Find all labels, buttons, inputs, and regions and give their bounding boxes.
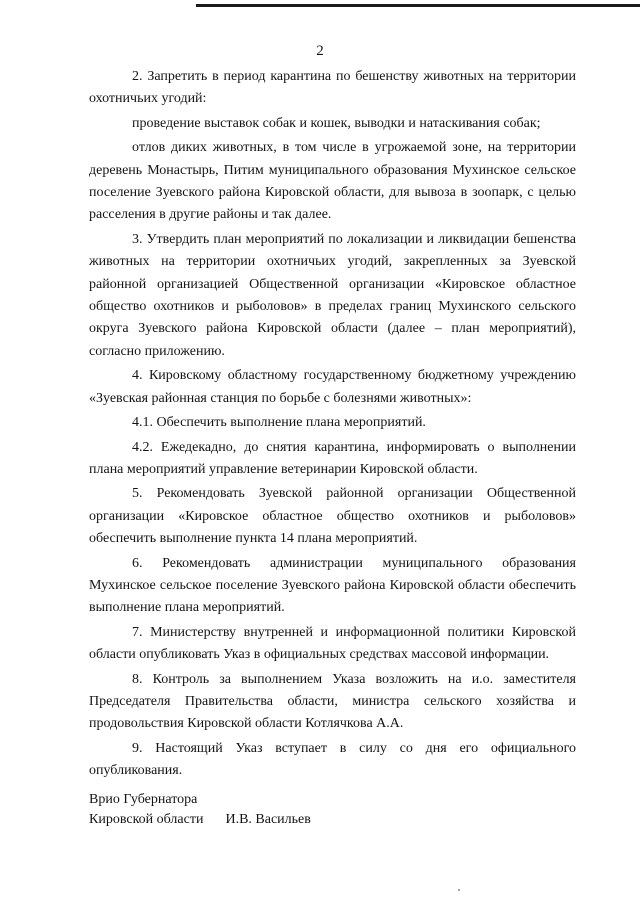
paragraph-6: 6. Рекомендовать администрации муниципального образования Мухинское сельское поселение Зуевского района Кировской области обеспечить выполнение плана мероприятий. [89, 555, 576, 616]
page-number: 2 [316, 43, 324, 59]
paragraph-9: 9. Настоящий Указ вступает в силу со дня его официального опубликования. [89, 740, 576, 779]
paragraph-2-item-exhibitions: проведение выставок собак и кошек, выводки и натаскивания собак; [132, 115, 541, 131]
paragraph-7: 7. Министерству внутренней и информационной политики Кировской области опубликовать Указ в официальных средствах массовой информации. [89, 624, 576, 663]
signatory-title-line1: Врио Губернатора [89, 792, 198, 807]
signatory-title-line2 [89, 810, 311, 830]
paragraph-8: 8. Контроль за выполнением Указа возложить на и.о. заместителя Председателя Правительства области, министра сельского хозяйства и продовольствия Кировской области Котлячкова А.А. [89, 671, 576, 732]
signature-block [89, 790, 311, 830]
scan-speck [458, 889, 460, 891]
paragraph-2-item-capture: отлов диких животных, в том числе в угрожаемой зоне, на территории деревень Монастырь, Питим муниципального образования Мухинское сельское поселение Зуевского района Кировской области, для вывоза в зоопарк, с целью расселения в другие районы и так далее. [89, 140, 576, 223]
paragraph-5: 5. Рекомендовать Зуевской районной организации Общественной организации «Кировское областное общество охотников и рыболовов» обеспечить выполнение пункта 14 плана мероприятий. [89, 486, 576, 547]
scan-top-rule [196, 4, 640, 7]
paragraph-4: 4. Кировскому областному государственному бюджетному учреждению «Зуевская районная станция по борьбе с болезнями животных»: [89, 368, 576, 406]
paragraph-3: 3. Утвердить план мероприятий по локализации и ликвидации бешенства животных на территории охотничьих угодий, закрепленных за Зуевской районной организацией Общественной организации «Кировское областное общество охотников и рыболовов» в пределах границ Мухинского сельского округа Зуевского района Кировской области (далее – план мероприятий), согласно приложению. [89, 231, 576, 359]
paragraph-2: 2. Запретить в период карантина по бешенству животных на территории охотничьих угодий: [89, 69, 576, 107]
decree-body [89, 66, 576, 785]
signatory-name: И.В. Васильев [225, 812, 311, 827]
paragraph-4-2: 4.2. Ежедекадно, до снятия карантина, информировать о выполнении плана мероприятий управление ветеринарии Кировской области. [89, 439, 576, 477]
paragraph-4-1: 4.1. Обеспечить выполнение плана мероприятий. [132, 415, 426, 431]
signatory-region: Кировской области [89, 812, 204, 827]
